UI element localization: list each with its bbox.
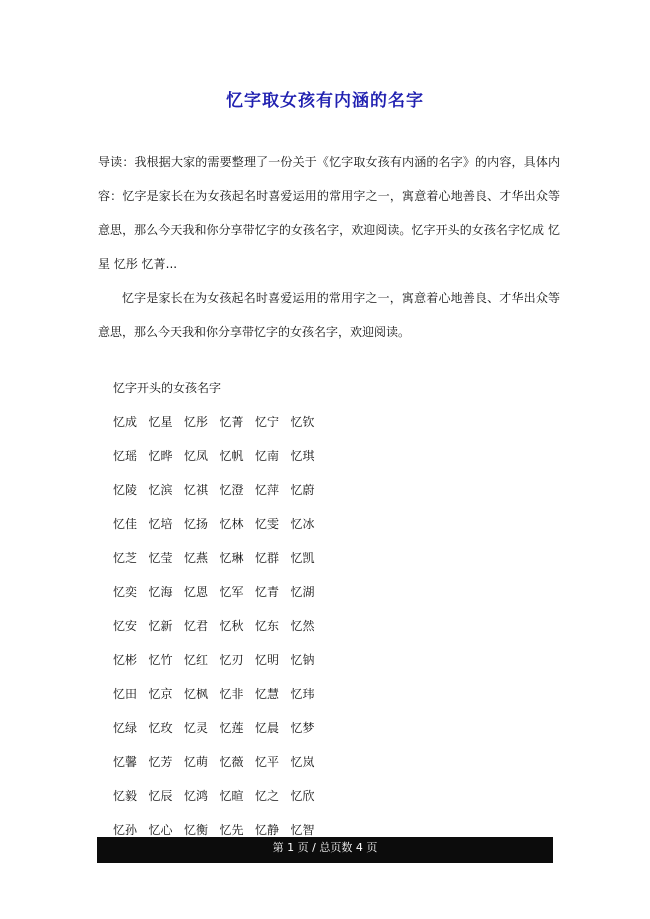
name-row (113, 677, 353, 711)
name-item: 忆馨 (113, 755, 138, 769)
section-heading: 忆字开头的女孩名字 (113, 381, 222, 395)
name-item: 忆凤 (184, 449, 209, 463)
name-row (113, 711, 353, 745)
name-item: 忆薇 (219, 755, 244, 769)
name-item: 忆南 (255, 449, 280, 463)
name-item: 忆玫 (148, 721, 173, 735)
name-item: 忆先 (219, 823, 244, 837)
name-item: 忆陵 (113, 483, 138, 497)
name-item: 忆琳 (219, 551, 244, 565)
name-item: 忆岚 (290, 755, 315, 769)
name-item: 忆培 (148, 517, 173, 531)
name-item: 忆枫 (184, 687, 209, 701)
name-row (113, 745, 353, 779)
name-item: 忆林 (219, 517, 244, 531)
name-item: 忆澄 (219, 483, 244, 497)
name-item: 忆田 (113, 687, 138, 701)
name-item: 忆佳 (113, 517, 138, 531)
name-item: 忆梦 (290, 721, 315, 735)
name-item: 忆菁 (219, 415, 244, 429)
name-item: 忆莲 (219, 721, 244, 735)
name-item: 忆成 (113, 415, 138, 429)
name-item: 忆玮 (290, 687, 315, 701)
name-item: 忆秋 (219, 619, 244, 633)
name-item: 忆鸿 (184, 789, 209, 803)
name-item: 忆安 (113, 619, 138, 633)
name-item: 忆晨 (255, 721, 280, 735)
name-item: 忆东 (255, 619, 280, 633)
intro-paragraph: 导读：我根据大家的需要整理了一份关于《忆字取女孩有内涵的名字》的内容，具体内容：忆字是家长在为女孩起名时喜爱运用的常用字之一，寓意着心地善良、才华出众等意思，那么今天我和你分享带忆字的女孩名字，欢迎阅读。忆字开头的女孩名字忆成 忆星 忆彤 忆菁... (98, 155, 560, 271)
name-item: 忆之 (255, 789, 280, 803)
document-title: 忆字取女孩有内涵的名字 (226, 91, 424, 111)
name-item: 忆慧 (255, 687, 280, 701)
page-footer: 第 1 页 / 总页数 4 页 (97, 837, 553, 863)
name-item: 忆平 (255, 755, 280, 769)
name-row (113, 507, 353, 541)
name-row (113, 473, 353, 507)
name-list (113, 405, 353, 847)
name-item: 忆海 (148, 585, 173, 599)
name-item: 忆孙 (113, 823, 138, 837)
name-item: 忆萌 (184, 755, 209, 769)
name-item: 忆明 (255, 653, 280, 667)
name-item: 忆刃 (219, 653, 244, 667)
name-item: 忆灵 (184, 721, 209, 735)
name-item: 忆奕 (113, 585, 138, 599)
name-item: 忆萍 (255, 483, 280, 497)
name-item: 忆宁 (255, 415, 280, 429)
name-item: 忆滨 (148, 483, 173, 497)
name-item: 忆莹 (148, 551, 173, 565)
name-item: 忆芝 (113, 551, 138, 565)
name-row (113, 609, 353, 643)
name-item: 忆琪 (290, 449, 315, 463)
name-item: 忆星 (148, 415, 173, 429)
name-item: 忆青 (255, 585, 280, 599)
name-row (113, 779, 353, 813)
name-item: 忆智 (290, 823, 315, 837)
name-item: 忆然 (290, 619, 315, 633)
name-row (113, 405, 353, 439)
name-item: 忆红 (184, 653, 209, 667)
name-item: 忆新 (148, 619, 173, 633)
name-item: 忆雯 (255, 517, 280, 531)
name-item: 忆钦 (290, 415, 315, 429)
name-item: 忆君 (184, 619, 209, 633)
name-item: 忆瑶 (113, 449, 138, 463)
name-item: 忆凯 (290, 551, 315, 565)
name-item: 忆绿 (113, 721, 138, 735)
name-item: 忆冰 (290, 517, 315, 531)
name-item: 忆暄 (219, 789, 244, 803)
name-item: 忆竹 (148, 653, 173, 667)
name-row (113, 541, 353, 575)
name-item: 忆群 (255, 551, 280, 565)
name-item: 忆非 (219, 687, 244, 701)
name-row (113, 439, 353, 473)
name-item: 忆祺 (184, 483, 209, 497)
name-item: 忆彬 (113, 653, 138, 667)
name-item: 忆军 (219, 585, 244, 599)
name-item: 忆恩 (184, 585, 209, 599)
name-item: 忆燕 (184, 551, 209, 565)
name-row (113, 575, 353, 609)
name-item: 忆衡 (184, 823, 209, 837)
name-item: 忆晔 (148, 449, 173, 463)
name-item: 忆静 (255, 823, 280, 837)
name-item: 忆毅 (113, 789, 138, 803)
name-item: 忆心 (148, 823, 173, 837)
name-item: 忆蔚 (290, 483, 315, 497)
name-item: 忆湖 (290, 585, 315, 599)
name-item: 忆京 (148, 687, 173, 701)
name-item: 忆辰 (148, 789, 173, 803)
body-paragraph: 忆字是家长在为女孩起名时喜爱运用的常用字之一，寓意着心地善良、才华出众等意思，那么今天我和你分享带忆字的女孩名字，欢迎阅读。 (98, 291, 560, 339)
name-item: 忆芳 (148, 755, 173, 769)
name-item: 忆钠 (290, 653, 315, 667)
name-item: 忆扬 (184, 517, 209, 531)
name-item: 忆彤 (184, 415, 209, 429)
name-item: 忆帆 (219, 449, 244, 463)
name-row (113, 643, 353, 677)
name-item: 忆欣 (290, 789, 315, 803)
